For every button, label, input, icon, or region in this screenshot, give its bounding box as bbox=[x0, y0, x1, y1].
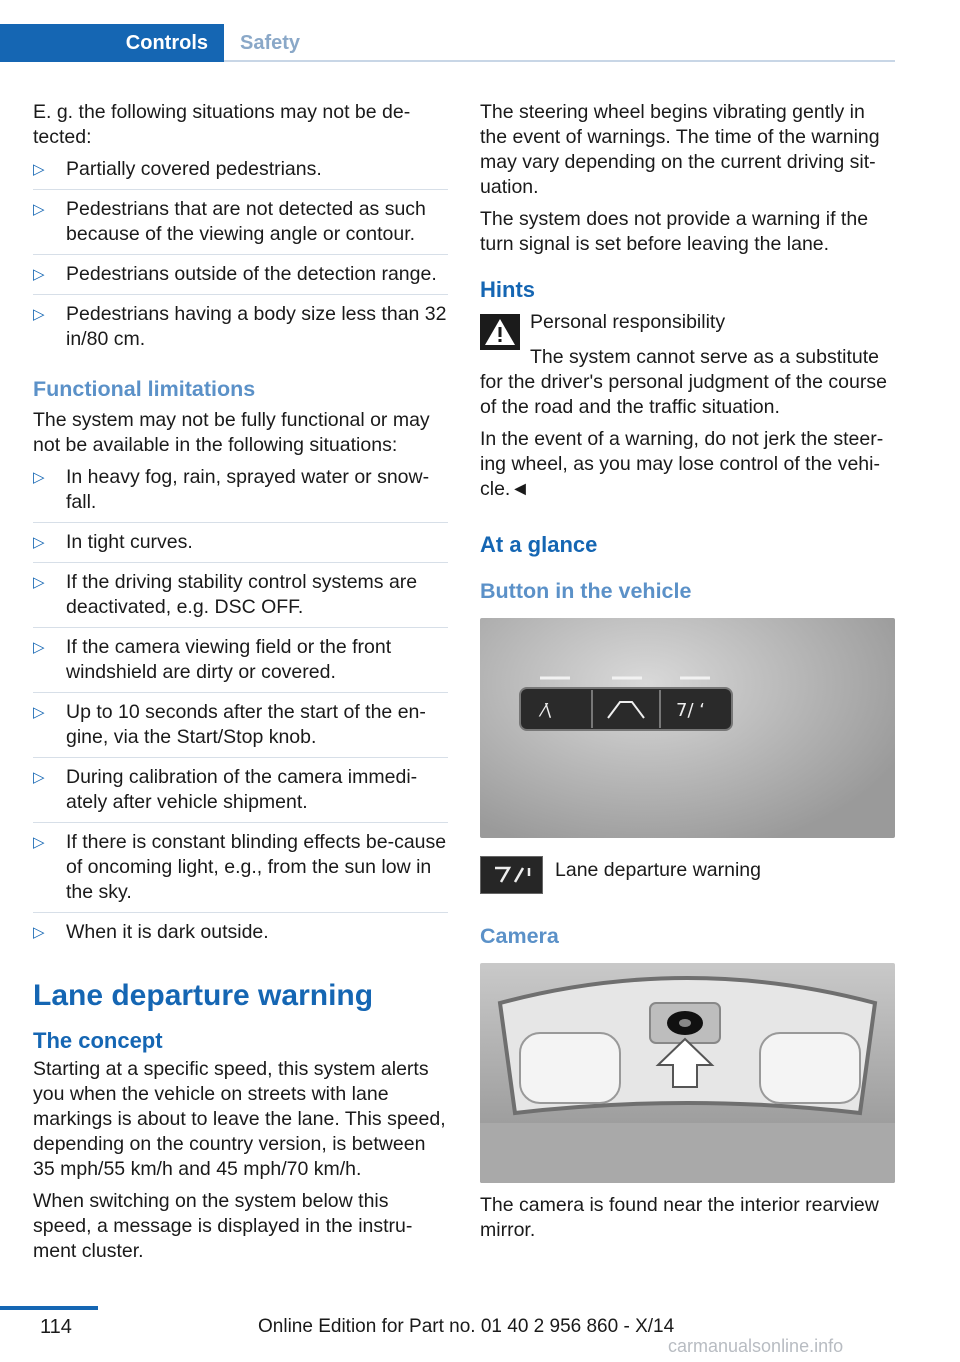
bullet-triangle-icon: ▷ bbox=[33, 201, 45, 218]
list-item: ▷ If the driving stability control systems are deactivated, e.g. DSC OFF. bbox=[33, 570, 448, 628]
list-item: ▷ Pedestrians outside of the detection range. bbox=[33, 262, 448, 295]
list-item: ▷ In tight curves. bbox=[33, 530, 448, 563]
concept-paragraph: When switching on the system below this speed, a message is displayed in the instru-ment cluster. bbox=[33, 1190, 413, 1262]
svg-text:⁄\: ⁄\ bbox=[542, 700, 552, 721]
lane-departure-button-icon bbox=[480, 856, 543, 894]
heading-lane-departure-warning: Lane departure warning bbox=[33, 979, 374, 1012]
button-panel-photo bbox=[480, 618, 895, 838]
bullet-triangle-icon: ▷ bbox=[33, 834, 45, 851]
page-number: 114 bbox=[40, 1316, 72, 1338]
svg-text:7/ ‘: 7/ ‘ bbox=[676, 700, 705, 721]
list-item: ▷ If there is constant blinding effects be-cause of oncoming light, e.g., from the sun low in the sky. bbox=[33, 830, 448, 913]
tab-controls[interactable]: Controls bbox=[0, 24, 224, 62]
bullet-triangle-icon: ▷ bbox=[33, 266, 45, 283]
list-item: ▷ During calibration of the camera immedi-ately after vehicle shipment. bbox=[33, 765, 448, 823]
vibration-paragraph: The steering wheel begins vibrating gently in the event of warnings. The time of the warning may vary depending on the current driving sit-uation. bbox=[480, 101, 880, 198]
camera-caption: The camera is found near the interior rearview mirror. bbox=[480, 1194, 879, 1241]
edition-note: Online Edition for Part no. 01 40 2 956 860 - X/14 bbox=[258, 1316, 675, 1337]
warning-title: Personal responsibility bbox=[530, 311, 726, 333]
bullet-triangle-icon: ▷ bbox=[33, 924, 45, 941]
pedestrian-list bbox=[33, 157, 448, 359]
left-column bbox=[33, 100, 448, 1271]
bullet-triangle-icon: ▷ bbox=[33, 574, 45, 591]
bullet-triangle-icon: ▷ bbox=[33, 161, 45, 178]
heading-functional-limitations: Functional limitations bbox=[33, 377, 256, 401]
right-column bbox=[480, 100, 895, 1250]
concept-paragraph: Starting at a specific speed, this system alerts you when the vehicle on streets with lane markings is about to leave the lane. This speed, depending on the country version, is between 35 mph/55 km/h and 45 mph/70 km/h. bbox=[33, 1058, 446, 1180]
bullet-triangle-icon: ▷ bbox=[33, 306, 45, 323]
heading-camera: Camera bbox=[480, 924, 559, 948]
bullet-triangle-icon: ▷ bbox=[33, 639, 45, 656]
header-divider bbox=[224, 60, 895, 62]
limits-intro: The system may not be fully functional or may not be available in the following situations: bbox=[33, 409, 430, 456]
bullet-triangle-icon: ▷ bbox=[33, 469, 45, 486]
bullet-triangle-icon: ▷ bbox=[33, 534, 45, 551]
footer-accent-line bbox=[0, 1306, 98, 1310]
list-item: ▷ Pedestrians that are not detected as such because of the viewing angle or contour. bbox=[33, 197, 448, 255]
button-caption: Lane departure warning bbox=[555, 859, 761, 881]
warning-text: The system cannot serve as a substitute for the driver's personal judgment of the course of the road and the traffic situation. bbox=[480, 346, 887, 418]
bullet-triangle-icon: ▷ bbox=[33, 704, 45, 721]
heading-the-concept: The concept bbox=[33, 1028, 163, 1053]
warning-triangle-icon bbox=[480, 314, 520, 350]
watermark: carmanualsonline.info bbox=[668, 1336, 844, 1356]
list-item: ▷ In heavy fog, rain, sprayed water or snow-fall. bbox=[33, 465, 448, 523]
heading-button-in-vehicle: Button in the vehicle bbox=[480, 579, 692, 603]
list-item: ▷ If the camera viewing field or the front windshield are dirty or covered. bbox=[33, 635, 448, 693]
heading-at-a-glance: At a glance bbox=[480, 532, 598, 557]
button-caption-row bbox=[480, 858, 895, 894]
heading-hints: Hints bbox=[480, 277, 535, 302]
turn-signal-paragraph: The system does not provide a warning if the turn signal is set before leaving the lane. bbox=[480, 208, 869, 255]
list-item: ▷ Partially covered pedestrians. bbox=[33, 157, 448, 190]
header-tabs bbox=[0, 0, 895, 62]
warning-block bbox=[480, 310, 895, 350]
list-item: ▷ When it is dark outside. bbox=[33, 921, 269, 943]
camera-location-photo bbox=[480, 963, 895, 1183]
warning-text-2: In the event of a warning, do not jerk the steer-ing wheel, as you may lose control of the vehi-cle.◄ bbox=[480, 428, 884, 500]
list-item: ▷ Pedestrians having a body size less than 32 in/80 cm. bbox=[33, 303, 447, 350]
limitations-list bbox=[33, 465, 448, 952]
list-item: ▷ Up to 10 seconds after the start of the en-gine, via the Start/Stop knob. bbox=[33, 700, 448, 758]
tab-safety[interactable]: Safety bbox=[240, 31, 301, 54]
intro-text: E. g. the following situations may not be de-tected: bbox=[33, 101, 411, 148]
bullet-triangle-icon: ▷ bbox=[33, 769, 45, 786]
